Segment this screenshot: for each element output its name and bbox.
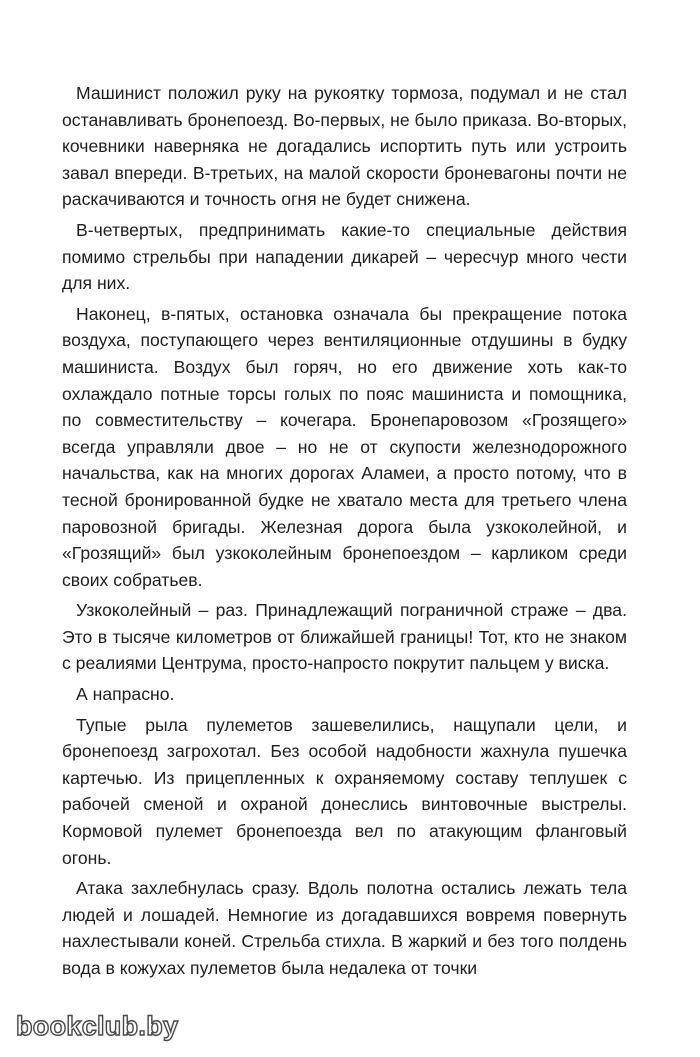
- paragraph: Атака захлебнулась сразу. Вдоль полотна остались лежать тела людей и лошадей. Немногие из догадавшихся вовремя повернуть нахлестывали коней. Стрельба стихла. В жаркий и без того полдень вода в кожухах пулеметов была недалека от точки: [62, 878, 627, 978]
- paragraph: В-четвертых, предпринимать какие-то специальные действия помимо стрельбы при нападении дикарей – чересчур много чести для них.: [62, 219, 627, 294]
- paragraph: Машинист положил руку на рукоятку тормоза, подумал и не стал останавливать бронепоезд. Во-первых, не было приказа. Во-вторых, кочевники наверняка не догадались испортить путь или устроить завал впереди. В-третьих, на малой скорости броневагоны почти не раскачиваются и точность огня не будет снижена.: [62, 83, 627, 210]
- watermark-text: bookclub.by: [16, 1011, 179, 1041]
- page-text: [62, 80, 627, 986]
- paragraph: А напрасно.: [76, 684, 175, 705]
- paragraph: Наконец, в-пятых, остановка означала бы прекращение потока воздуха, поступающего через вентиляционные отдушины в будку машиниста. Воздух был горяч, но его движение хоть как-то охлаждало потные торсы голых по пояс машиниста и помощника, по совместительству – кочегара. Бронепаровозом «Грозящего» всегда управляли двое – но не от скупости железнодорожного начальства, как на многих дорогах Аламеи, а просто потому, что в тесной бронированной будке не хватало места для третьего члена паровозной бригады. Железная дорога была узкоколейной, и «Грозящий» был узкоколейным бронепоездом – карликом среди своих собратьев.: [62, 303, 627, 590]
- paragraph: Узкоколейный – раз. Принадлежащий пограничной страже – два. Это в тысяче километров от ближайшей границы! Тот, кто не знаком с реалиями Центрума, просто-напросто покрутит пальцем у виска.: [62, 600, 627, 674]
- paragraph: Тупые рыла пулеметов зашевелились, нащупали цели, и бронепоезд загрохотал. Без особой надобности жахнула пушечка картечью. Из прицепленных к охраняемому составу теплушек с рабочей сменой и охраной донеслись винтовочные выстрелы. Кормовой пулемет бронепоезда вел по атакующим фланговый огонь.: [62, 714, 627, 868]
